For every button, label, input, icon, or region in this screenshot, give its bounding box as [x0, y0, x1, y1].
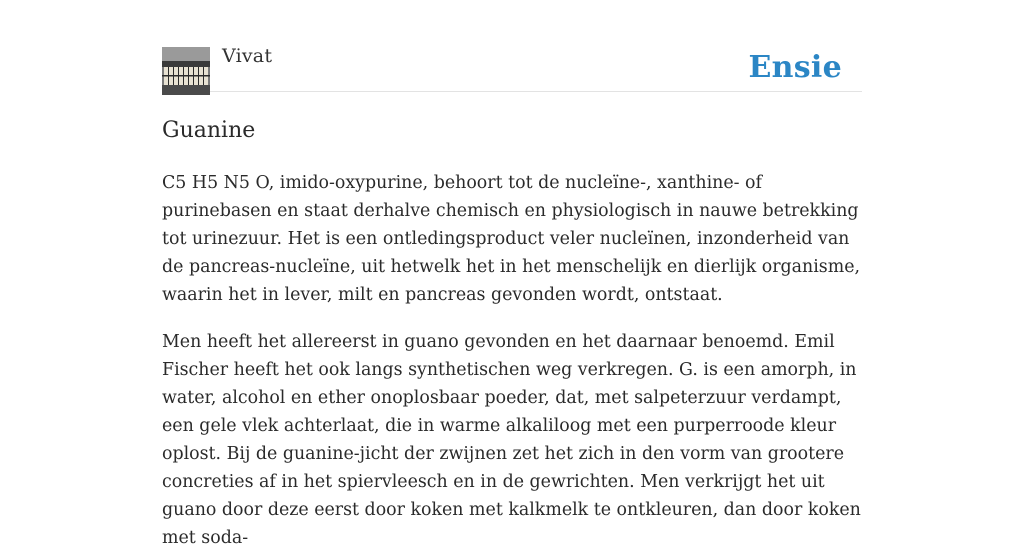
article-paragraph: C5 H5 N5 O, imido-oxypurine, behoort tot de nucleïne-, xanthine- of purinebasen en staat derhalve chemisch en physiologisch in nauwe betrekking tot urinezuur. Het is een ontledingsproduct veler nucleïnen, inzonderheid van de pancreas-nucleïne, uit hetwelk het in het menschelijk en dierlijk organisme, waarin het in lever, milt en pancreas gevonden wordt, ontstaat. — [162, 173, 861, 305]
typewriter-keys-icon — [162, 47, 210, 95]
header — [162, 0, 862, 92]
source-avatar[interactable] — [162, 47, 210, 95]
source-name[interactable]: Vivat — [222, 45, 273, 67]
article-title: Guanine — [162, 118, 256, 143]
brand-logo[interactable]: Ensie — [748, 50, 842, 85]
article-paragraph: Men heeft het allereerst in guano gevonden en het daarnaar benoemd. Emil Fischer heeft het ook langs synthetischen weg verkregen. G. is een amorph, in water, alcohol en ether onoplosbaar poeder, dat, met salpeterzuur verdampt, een gele vlek achterlaat, die in warme alkaliloog met een purperroode kleur oplost. Bij de guanine-jicht der zwijnen zet het zich in den vorm van grootere concreties af in het spiervleesch en in de gewrichten. Men verkrijgt het uit guano door deze eerst door koken met kalkmelk te ontkleuren, dan door koken met soda- — [162, 332, 861, 548]
article-container — [162, 0, 862, 552]
